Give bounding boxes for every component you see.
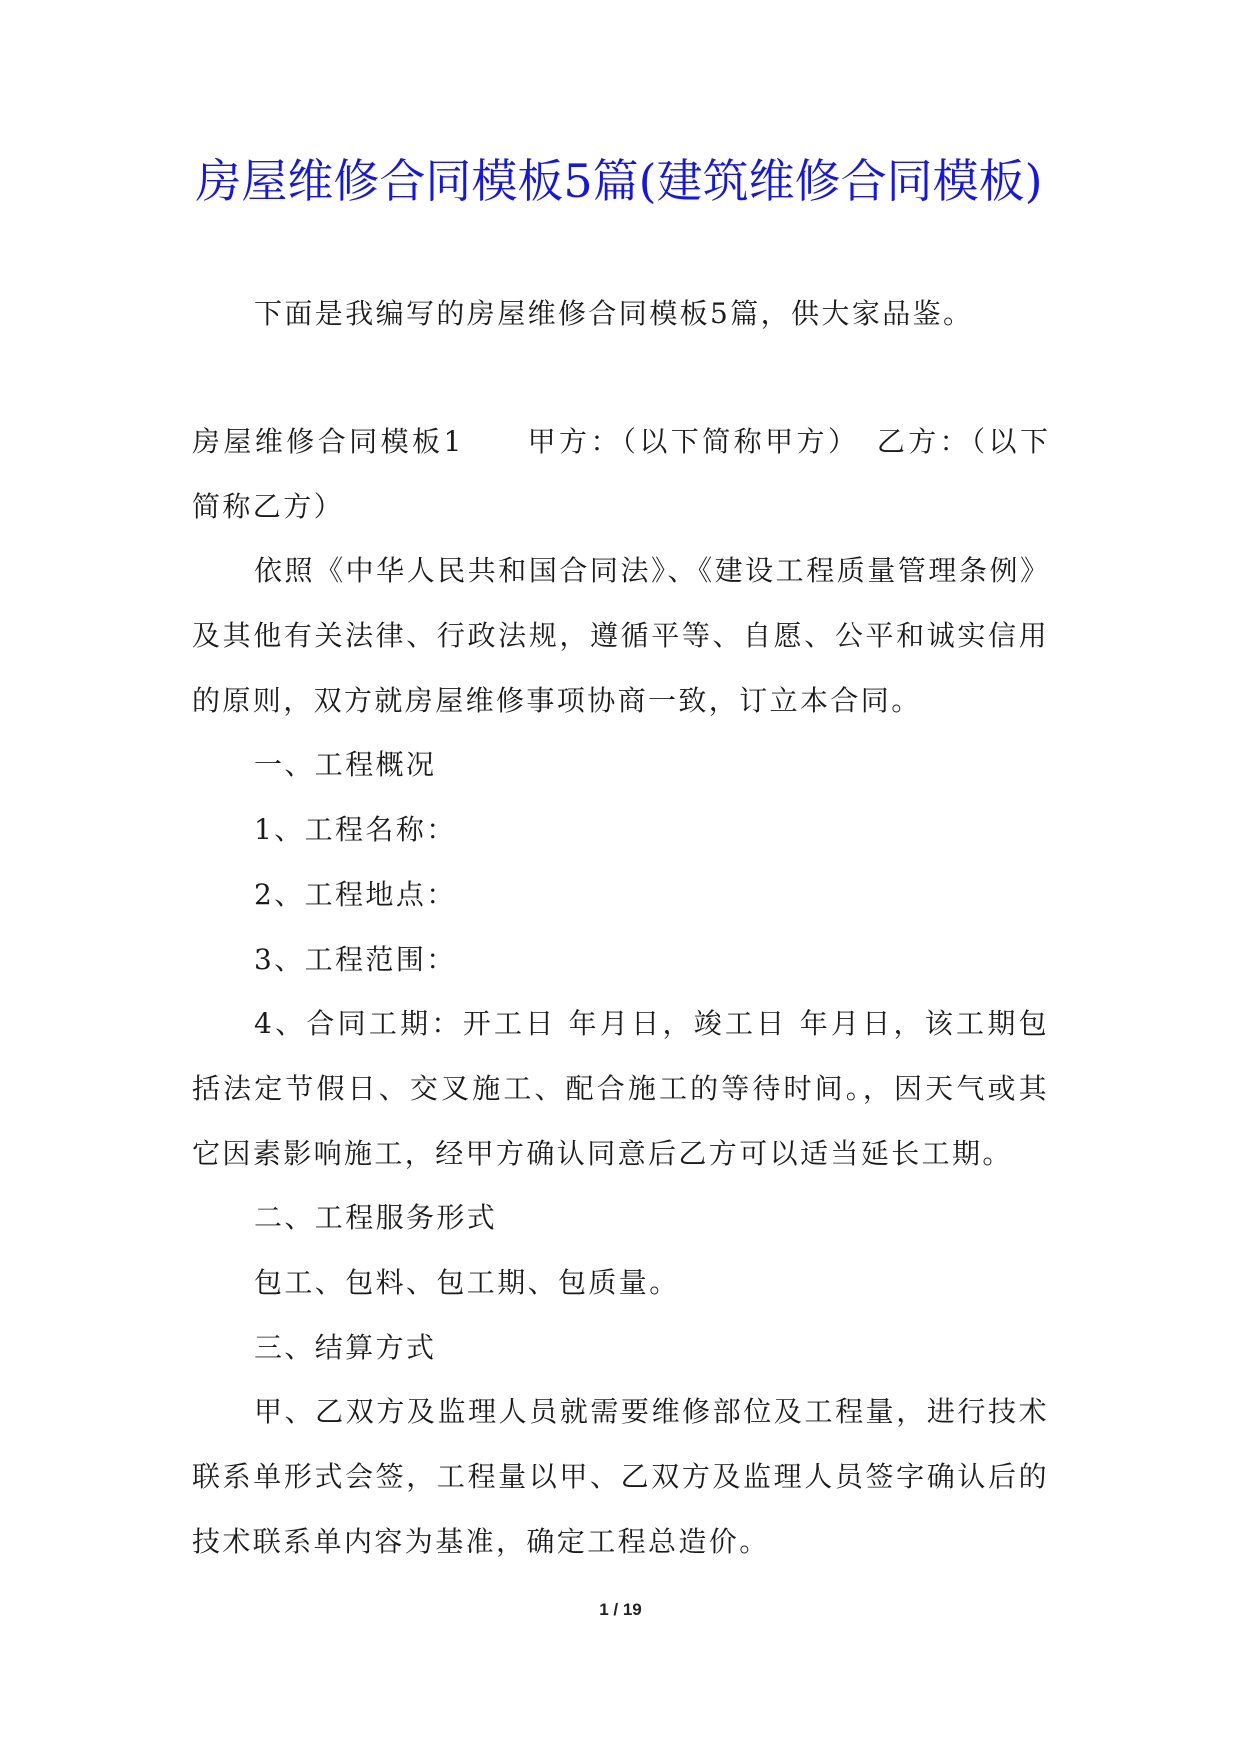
item-project-scope — [192, 928, 1049, 993]
paragraph-service-form — [192, 1251, 1049, 1316]
text-line: 2、工程地点： — [254, 877, 457, 911]
text-line: 联系单形式会签，工程量以甲、乙双方及监理人员签字确认后的 — [192, 1460, 1049, 1493]
text-line: 依照《中华人民共和国合同法》、《建设工程质量管理条例》 — [254, 554, 1049, 588]
text-line: 的原则，双方就房屋维修事项协商一致，订立本合同。 — [192, 683, 922, 717]
paragraph-settlement — [192, 1380, 1049, 1574]
item-project-name — [192, 798, 1049, 863]
section-heading-settlement — [192, 1316, 1049, 1381]
item-project-location — [192, 863, 1049, 928]
text-line: 一、工程概况 — [254, 748, 437, 782]
paragraph-legal-basis — [192, 539, 1049, 733]
text-line: 3、工程范围： — [254, 942, 457, 976]
text-line: 简称乙方） — [192, 489, 345, 523]
document-title: 房屋维修合同模板5篇(建筑维修合同模板) — [195, 154, 1043, 208]
text-line: 甲、乙双方及监理人员就需要维修部位及工程量，进行技术 — [254, 1395, 1049, 1429]
text-line: 包工、包料、包工期、包质量。 — [254, 1265, 680, 1299]
text-line: 4、合同工期：开工日 年月日，竣工日 年月日，该工期包 — [254, 1007, 1049, 1041]
paragraph-parties — [192, 410, 1049, 539]
text-line: 括法定节假日、交叉施工、配合施工的等待时间。，因天气或其 — [192, 1071, 1049, 1105]
page-number: 1 / 19 — [599, 1600, 642, 1619]
text-line: 它因素影响施工，经甲方确认同意后乙方可以适当延长工期。 — [192, 1136, 1013, 1170]
item-contract-period — [192, 992, 1049, 1186]
document-body — [192, 410, 1049, 1574]
text-line: 二、工程服务形式 — [254, 1201, 498, 1235]
text-line: 三、结算方式 — [254, 1330, 437, 1364]
text-line: 房屋维修合同模板1 甲方：（以下简称甲方） 乙方：（以下 — [192, 425, 1049, 458]
text-line: 及其他有关法律、行政法规，遵循平等、自愿、公平和诚实信用 — [192, 619, 1049, 653]
section-heading-project-overview — [192, 733, 1049, 798]
text-line: 技术联系单内容为基准，确定工程总造价。 — [192, 1524, 770, 1558]
intro-paragraph — [192, 282, 1049, 347]
text-line: 1、工程名称： — [254, 813, 457, 847]
text-line: 下面是我编写的房屋维修合同模板5篇，供大家品鉴。 — [254, 297, 974, 330]
section-heading-service-form — [192, 1186, 1049, 1251]
